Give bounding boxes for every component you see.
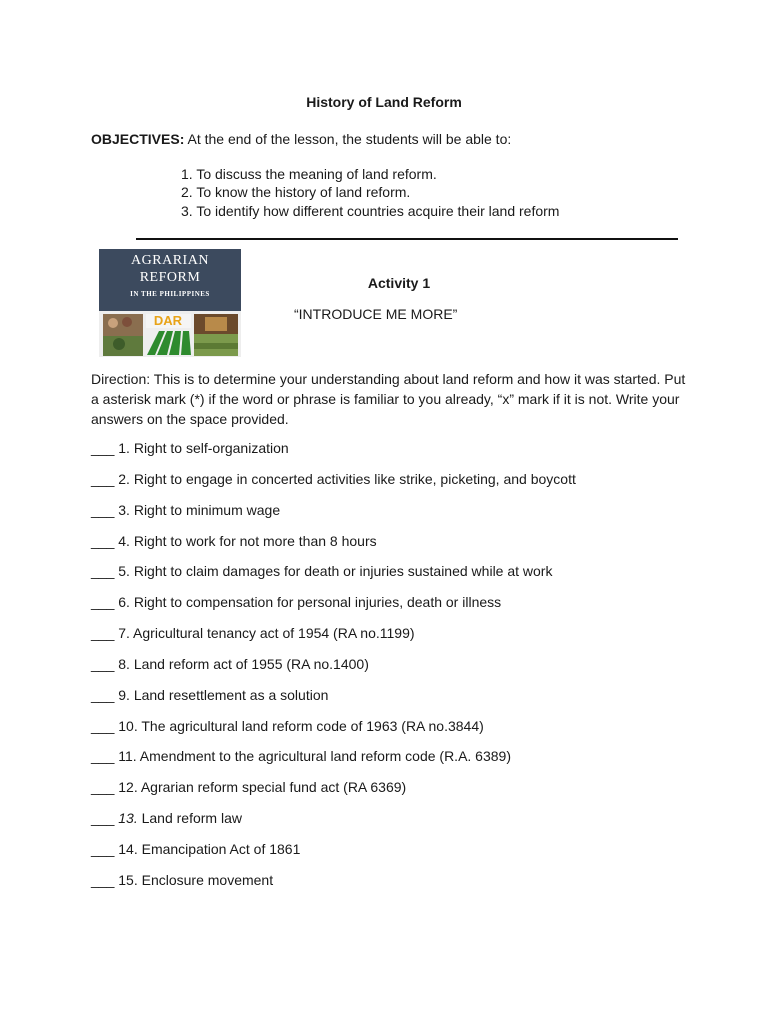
section-divider <box>136 238 678 240</box>
list-item <box>91 656 369 672</box>
list-item <box>91 625 415 641</box>
activity-title: Activity 1 <box>367 275 431 291</box>
item-number: 14. <box>118 841 138 857</box>
item-number: 4. <box>118 533 130 549</box>
list-item <box>91 471 576 487</box>
item-text: Right to engage in concerted activities like strike, picketing, and boycott <box>129 471 576 487</box>
list-item <box>91 841 300 857</box>
item-number: 13. <box>118 810 138 826</box>
item-number: 11. <box>118 748 137 764</box>
item-text: Right to compensation for personal injuries, death or illness <box>129 594 502 610</box>
list-item <box>91 810 242 826</box>
direction-text: Direction: This is to determine your understanding about land reform and how it was started. Put a asterisk mark (*) if the word or phrase is familiar to you already, “x” mark if it is not. Write your answers on the space provided. <box>91 371 686 427</box>
answer-blank: ___ <box>91 779 119 795</box>
objectives-label: OBJECTIVES: <box>91 131 185 147</box>
item-number: 6. <box>118 594 130 610</box>
list-item <box>91 502 280 518</box>
item-text: Agricultural tenancy act of 1954 (RA no.1199) <box>129 625 415 641</box>
item-number: 7. <box>118 625 130 641</box>
item-text: Agrarian reform special fund act (RA 6369) <box>137 779 407 795</box>
item-number: 15. <box>118 872 138 888</box>
item-number: 5. <box>118 563 130 579</box>
item-number: 1. <box>118 440 130 456</box>
answer-blank: ___ <box>91 563 119 579</box>
item-text: Right to minimum wage <box>129 502 281 518</box>
answer-blank: ___ <box>91 810 119 826</box>
image-text-line: REFORM <box>139 270 201 285</box>
answer-blank: ___ <box>91 471 119 487</box>
item-text: Right to self-organization <box>129 440 289 456</box>
objectives-intro: At the end of the lesson, the students will be able to: <box>184 131 512 147</box>
item-text: Enclosure movement <box>137 872 274 888</box>
item-text: Right to work for not more than 8 hours <box>129 533 377 549</box>
answer-blank: ___ <box>91 718 119 734</box>
item-number: 2. <box>118 471 130 487</box>
item-text: Emancipation Act of 1861 <box>137 841 301 857</box>
answer-blank: ___ <box>91 502 119 518</box>
item-text: Land resettlement as a solution <box>129 687 329 703</box>
answer-blank: ___ <box>91 656 119 672</box>
item-number: 9. <box>118 687 130 703</box>
list-item <box>91 687 328 703</box>
answer-blank: ___ <box>91 625 119 641</box>
dar-logo-text: DAR <box>153 313 183 328</box>
activity-subtitle: “INTRODUCE ME MORE” <box>294 306 458 322</box>
agrarian-reform-image <box>99 249 241 357</box>
list-item <box>91 718 484 734</box>
photo-collage <box>99 311 241 357</box>
list-item <box>91 594 501 610</box>
list-item <box>91 440 289 456</box>
image-text-line: IN THE PHILIPPINES <box>130 290 210 298</box>
list-item <box>91 563 552 579</box>
answer-blank: ___ <box>91 440 119 456</box>
item-number: 3. <box>118 502 130 518</box>
answer-blank: ___ <box>91 594 119 610</box>
answer-blank: ___ <box>91 841 119 857</box>
list-item <box>91 872 273 888</box>
image-text-line: AGRARIAN <box>131 253 209 268</box>
objective-item: 3. To identify how different countries acquire their land reform <box>181 203 560 219</box>
list-item <box>91 533 377 549</box>
objective-item: 2. To know the history of land reform. <box>181 184 411 200</box>
item-text: The agricultural land reform code of 1963 (RA no.3844) <box>137 718 484 734</box>
list-item <box>91 748 511 764</box>
answer-blank: ___ <box>91 533 119 549</box>
objectives-line <box>91 131 511 147</box>
item-text: Amendment to the agricultural land reform code (R.A. 6389) <box>136 748 511 764</box>
objective-item: 1. To discuss the meaning of land reform. <box>181 166 437 182</box>
item-number: 12. <box>118 779 138 795</box>
item-number: 10. <box>118 718 138 734</box>
page-title: History of Land Reform <box>306 94 462 110</box>
item-text: Land reform act of 1955 (RA no.1400) <box>129 656 369 672</box>
answer-blank: ___ <box>91 748 119 764</box>
answer-blank: ___ <box>91 872 119 888</box>
item-text: Land reform law <box>137 810 242 826</box>
answer-blank: ___ <box>91 687 119 703</box>
list-item <box>91 779 406 795</box>
item-text: Right to claim damages for death or injuries sustained while at work <box>129 563 553 579</box>
item-number: 8. <box>118 656 130 672</box>
